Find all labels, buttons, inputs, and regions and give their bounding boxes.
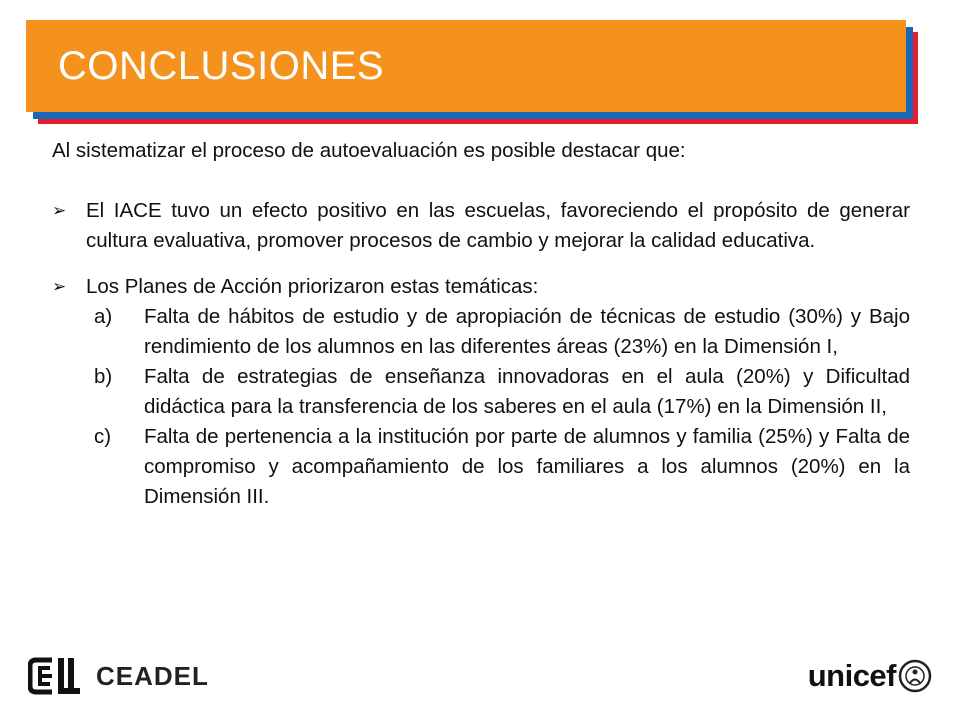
bullet-text: El IACE tuvo un efecto positivo en las escuelas, favoreciendo el propósito de generar cultura evaluativa, promover procesos de cambio y mejorar la calidad educativa. — [86, 199, 910, 252]
bullet-item — [52, 196, 910, 256]
ceadel-mark-icon — [28, 654, 82, 698]
unicef-logo-text: unicef — [807, 658, 896, 693]
page-title: CONCLUSIONES — [58, 43, 385, 88]
title-banner — [26, 20, 926, 130]
intro-text: Al sistematizar el proceso de autoevaluación es posible destacar que: — [52, 139, 686, 162]
sub-item-label: a) — [94, 305, 113, 328]
slide-body — [52, 136, 910, 512]
unicef-emblem-icon — [898, 659, 932, 693]
sub-item — [52, 362, 910, 422]
arrow-bullet-icon: ➢ — [52, 201, 67, 220]
ceadel-logo-text: CEADEL — [96, 660, 209, 691]
bullet-text: Los Planes de Acción priorizaron estas temáticas: — [86, 275, 539, 298]
unicef-logo — [808, 652, 932, 700]
sub-item-text: Falta de pertenencia a la institución por parte de alumnos y familia (25%) y Falta de compromiso y acompañamiento de los familiares a los alumnos (20%) en la Dimensión III. — [144, 425, 910, 508]
sub-item-label: b) — [94, 365, 113, 388]
sub-item-text: Falta de estrategias de enseñanza innovadoras en el aula (20%) y Dificultad didáctica para la transferencia de los saberes en el aula (17%) en la Dimensión II, — [144, 365, 910, 418]
sub-item-label: c) — [94, 425, 112, 448]
arrow-bullet-icon: ➢ — [52, 277, 67, 296]
sub-item — [52, 302, 910, 362]
ceadel-logo — [28, 652, 209, 700]
banner-main — [26, 20, 906, 112]
sub-item — [52, 422, 910, 512]
bullet-item — [52, 272, 910, 302]
sub-item-text: Falta de hábitos de estudio y de apropiación de técnicas de estudio (30%) y Bajo rendimiento de los alumnos en las diferentes áreas (23%) en la Dimensión I, — [144, 305, 910, 358]
